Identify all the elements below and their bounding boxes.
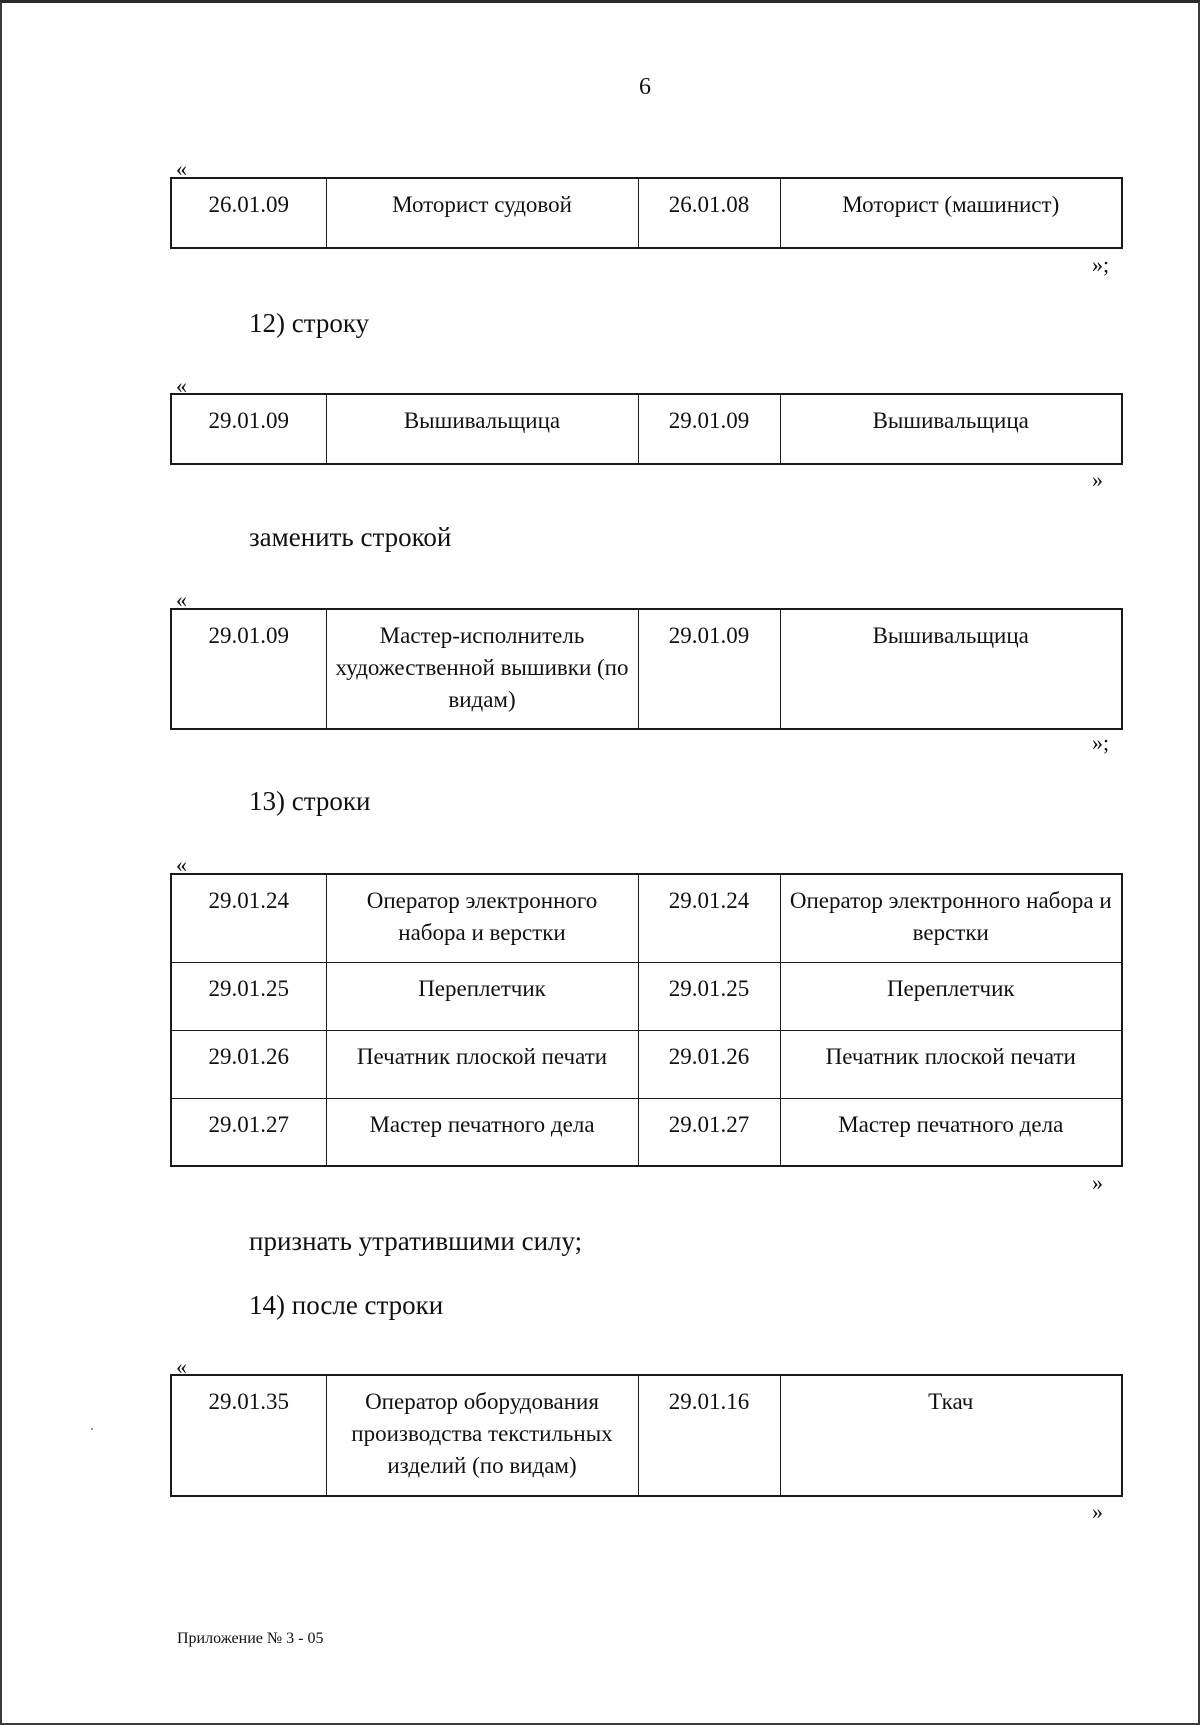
name-cell: Ткач [780,1375,1122,1496]
name-cell: Оператор электронного набора и верстки [326,874,638,962]
code-cell: 29.01.26 [171,1030,326,1098]
table-block-4 [170,873,1123,1167]
code-cell: 29.01.24 [638,874,780,962]
table-block-5 [170,1374,1123,1497]
name-cell: Оператор оборудования производства текстильных изделий (по видам) [326,1375,638,1496]
name-cell: Вышивальщица [326,394,638,464]
table-block-1 [170,177,1123,249]
code-cell: 29.01.35 [171,1375,326,1496]
quote-close: » [1092,1499,1103,1524]
quote-close: » [1092,467,1103,492]
code-cell: 29.01.09 [638,609,780,729]
code-cell: 29.01.09 [171,609,326,729]
code-cell: 29.01.26 [638,1030,780,1098]
name-cell: Вышивальщица [780,394,1122,464]
code-cell: 29.01.24 [171,874,326,962]
name-cell: Моторист (машинист) [780,178,1122,248]
paragraph-replace: заменить строкой [249,522,452,552]
table-row [171,394,1122,464]
quote-open: « [176,587,187,612]
name-cell: Печатник плоской печати [326,1030,638,1098]
name-cell: Оператор электронного набора и верстки [780,874,1122,962]
name-cell: Моторист судовой [326,178,638,248]
name-cell: Переплетчик [326,962,638,1030]
table-row [171,874,1122,962]
paragraph-13: 13) строки [249,786,371,816]
quote-open: « [176,852,187,877]
quote-close: »; [1092,252,1110,277]
footer-annex-label: Приложение № 3 - 05 [177,1630,324,1647]
quote-open: « [176,156,187,181]
code-cell: 29.01.27 [171,1098,326,1166]
name-cell: Печатник плоской печати [780,1030,1122,1098]
quote-close: »; [1092,730,1110,755]
scan-speck [91,1428,93,1430]
code-cell: 29.01.16 [638,1375,780,1496]
name-cell: Переплетчик [780,962,1122,1030]
code-cell: 29.01.27 [638,1098,780,1166]
code-cell: 29.01.25 [638,962,780,1030]
paragraph-void: признать утратившими силу; [249,1226,583,1256]
table-row [171,1030,1122,1098]
table-row [171,1375,1122,1496]
name-cell: Мастер печатного дела [780,1098,1122,1166]
name-cell: Вышивальщица [780,609,1122,729]
paragraph-12: 12) строку [249,308,370,338]
table-row [171,1098,1122,1166]
code-cell: 26.01.08 [638,178,780,248]
code-cell: 26.01.09 [171,178,326,248]
name-cell: Мастер-исполнитель художественной вышивки (по видам) [326,609,638,729]
quote-close: » [1092,1170,1103,1195]
quote-open: « [176,1354,187,1379]
table-row [171,962,1122,1030]
code-cell: 29.01.25 [171,962,326,1030]
code-cell: 29.01.09 [171,394,326,464]
paragraph-14: 14) после строки [249,1290,444,1320]
table-row [171,609,1122,729]
quote-open: « [176,373,187,398]
table-block-2 [170,393,1123,465]
name-cell: Мастер печатного дела [326,1098,638,1166]
table-row [171,178,1122,248]
table-block-3 [170,608,1123,730]
page-number: 6 [639,74,651,100]
code-cell: 29.01.09 [638,394,780,464]
